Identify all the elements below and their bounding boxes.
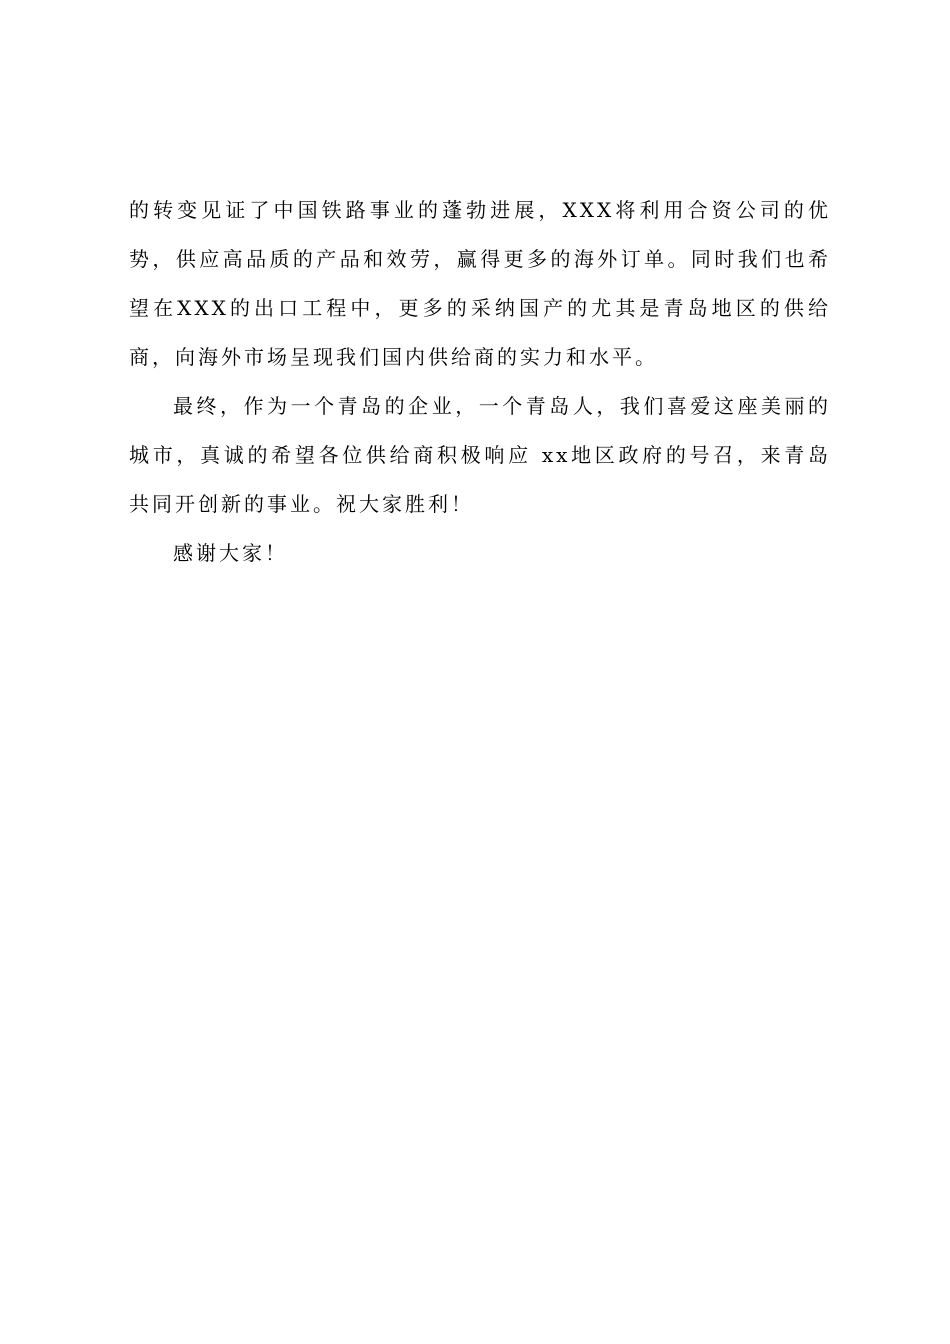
document-body	[129, 186, 831, 578]
paragraph-continuation: 的转变见证了中国铁路事业的蓬勃进展，XXX将利用合资公司的优势，供应高品质的产品和效劳，赢得更多的海外订单。同时我们也希望在XXX的出口工程中，更多的采纳国产的尤其是青岛地区的供给商，向海外市场呈现我们国内供给商的实力和水平。	[129, 198, 831, 369]
paragraph-thanks: 感谢大家！	[173, 541, 288, 565]
paragraph-closing: 最终，作为一个青岛的企业，一个青岛人，我们喜爱这座美丽的城市，真诚的希望各位供给商积极响应 xx地区政府的号召，来青岛共同开创新的事业。祝大家胜利！	[129, 394, 831, 516]
